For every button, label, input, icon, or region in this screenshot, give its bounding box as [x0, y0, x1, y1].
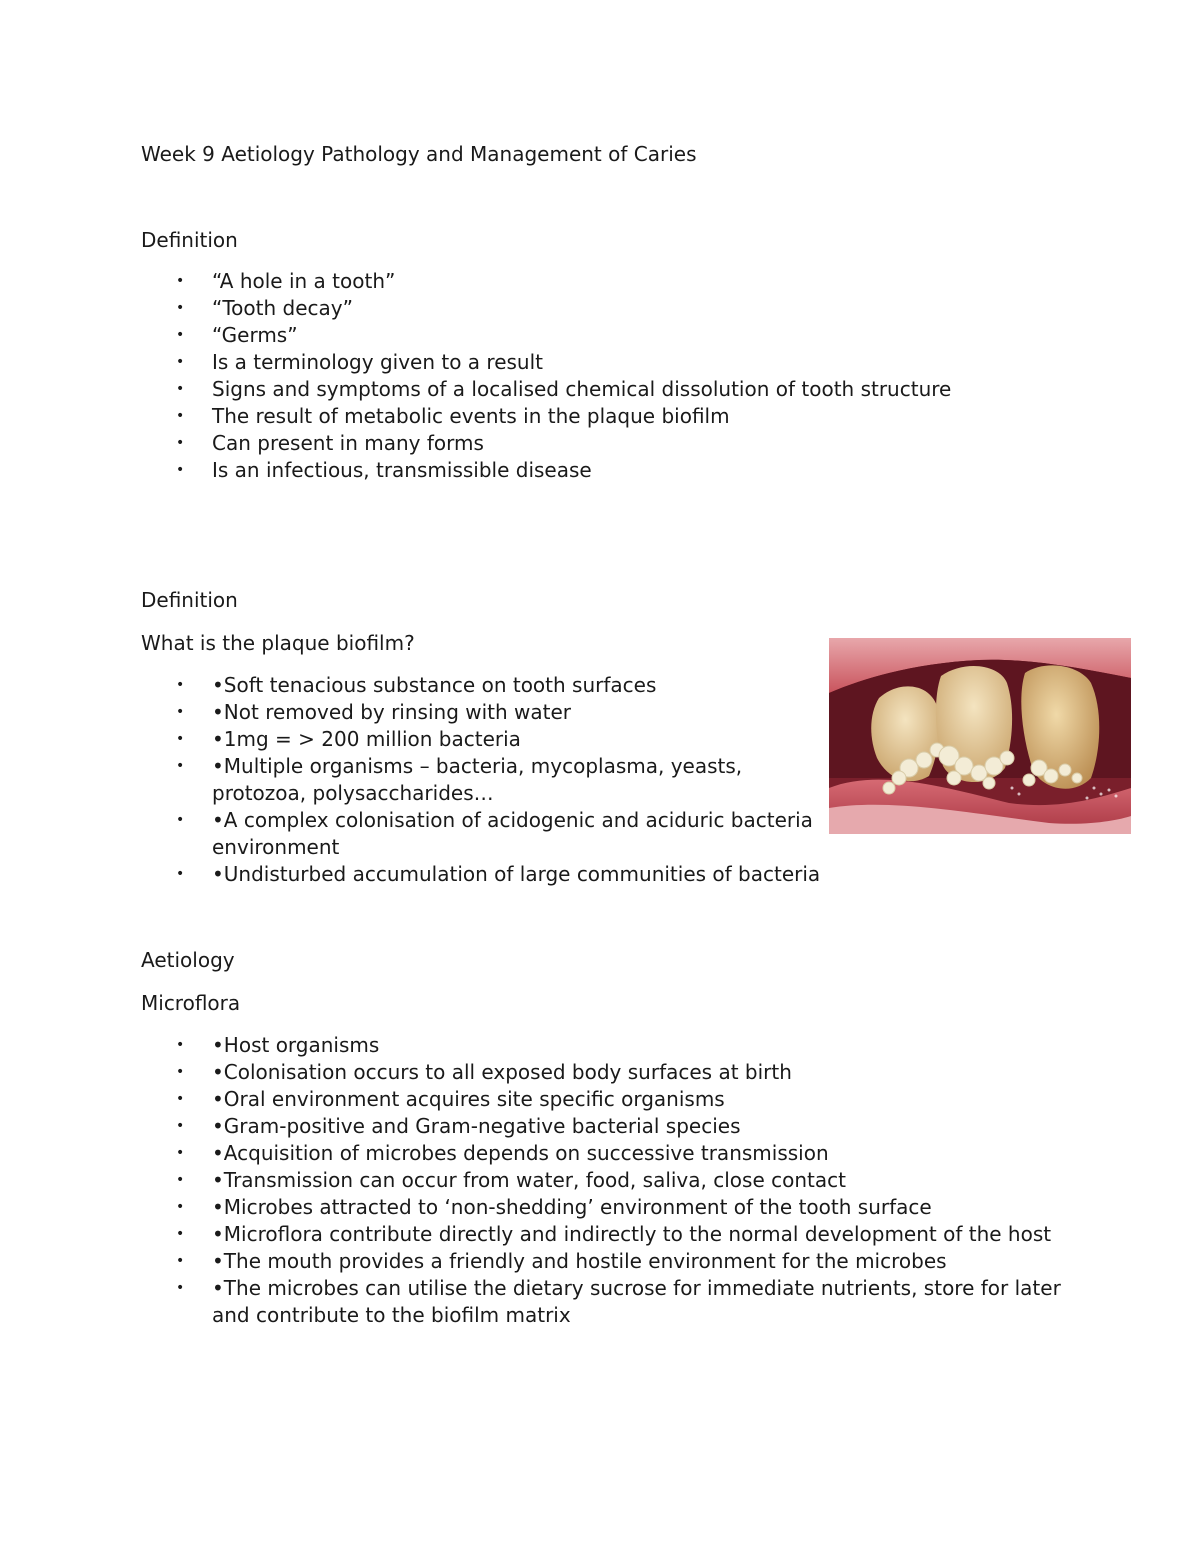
list-item-text: •Microflora contribute directly and indirectly to the normal development of the host	[212, 1222, 1052, 1246]
bullet-marker: •	[176, 1037, 185, 1053]
list-item-text: “Germs”	[212, 323, 298, 347]
section-subheading-plaque-biofilm: What is the plaque biofilm?	[141, 631, 415, 655]
list-item-text: The result of metabolic events in the plaque biofilm	[212, 404, 730, 428]
section-heading-definition-2: Definition	[141, 588, 238, 612]
list-item	[141, 1140, 1061, 1167]
list-item	[141, 1032, 1061, 1059]
bullet-marker: •	[176, 1118, 185, 1134]
definition-bullet-list	[141, 268, 1041, 484]
list-item	[141, 861, 821, 888]
bullet-marker: •	[176, 1145, 185, 1161]
list-item	[141, 1167, 1061, 1194]
list-item-text: •Not removed by rinsing with water	[212, 700, 572, 724]
bullet-marker: •	[176, 731, 185, 747]
bullet-marker: •	[176, 812, 185, 828]
bullet-marker: •	[176, 1172, 185, 1188]
list-item	[141, 430, 1041, 457]
list-item-text: •Host organisms	[212, 1033, 380, 1057]
bullet-marker: •	[176, 1280, 185, 1296]
section-subheading-microflora: Microflora	[141, 991, 241, 1015]
list-item	[141, 1113, 1061, 1140]
bullet-marker: •	[176, 1064, 185, 1080]
bullet-marker: •	[176, 273, 185, 289]
list-item-text: Is a terminology given to a result	[212, 350, 543, 374]
list-item-text: “A hole in a tooth”	[212, 269, 396, 293]
list-item-text: •Multiple organisms – bacteria, mycoplasma, yeasts, protozoa, polysaccharides…	[212, 754, 743, 805]
bullet-marker: •	[176, 435, 185, 451]
list-item-text: •Transmission can occur from water, food, saliva, close contact	[212, 1168, 846, 1192]
section-heading-definition: Definition	[141, 228, 238, 252]
bullet-marker: •	[176, 1199, 185, 1215]
list-item-text: “Tooth decay”	[212, 296, 353, 320]
bullet-marker: •	[176, 300, 185, 316]
list-item	[141, 753, 821, 807]
list-item-text: •1mg = > 200 million bacteria	[212, 727, 521, 751]
list-item	[141, 699, 821, 726]
bullet-marker: •	[176, 354, 185, 370]
list-item-text: •The microbes can utilise the dietary sucrose for immediate nutrients, store for later and contribute to the biofilm matrix	[212, 1276, 1061, 1327]
bullet-marker: •	[176, 758, 185, 774]
list-item-text: •Soft tenacious substance on tooth surfaces	[212, 673, 657, 697]
bullet-marker: •	[176, 408, 185, 424]
list-item-text: •Microbes attracted to ‘non-shedding’ environment of the tooth surface	[212, 1195, 932, 1219]
list-item	[141, 672, 821, 699]
list-item	[141, 807, 821, 861]
list-item	[141, 349, 1041, 376]
list-item-text: •Gram-positive and Gram-negative bacterial species	[212, 1114, 741, 1138]
biofilm-bullet-list	[141, 672, 821, 888]
list-item	[141, 1059, 1061, 1086]
bullet-marker: •	[176, 1253, 185, 1269]
list-item-text: •Undisturbed accumulation of large communities of bacteria	[212, 862, 821, 886]
bullet-marker: •	[176, 381, 185, 397]
list-item	[141, 376, 1041, 403]
list-item-text: •Oral environment acquires site specific organisms	[212, 1087, 725, 1111]
plaque-teeth-photo	[829, 638, 1131, 834]
list-item	[141, 726, 821, 753]
section-heading-aetiology: Aetiology	[141, 948, 235, 972]
list-item	[141, 457, 1041, 484]
bullet-marker: •	[176, 462, 185, 478]
list-item	[141, 1275, 1061, 1329]
list-item-text: •The mouth provides a friendly and hostile environment for the microbes	[212, 1249, 947, 1273]
bullet-marker: •	[176, 1226, 185, 1242]
list-item	[141, 1194, 1061, 1221]
bullet-marker: •	[176, 677, 185, 693]
list-item	[141, 1221, 1061, 1248]
bullet-marker: •	[176, 866, 185, 882]
list-item-text: Is an infectious, transmissible disease	[212, 458, 592, 482]
list-item-text: •Colonisation occurs to all exposed body surfaces at birth	[212, 1060, 792, 1084]
bullet-marker: •	[176, 704, 185, 720]
list-item	[141, 1086, 1061, 1113]
list-item	[141, 268, 1041, 295]
list-item-text: Signs and symptoms of a localised chemical dissolution of tooth structure	[212, 377, 952, 401]
list-item-text: •Acquisition of microbes depends on successive transmission	[212, 1141, 829, 1165]
bullet-marker: •	[176, 327, 185, 343]
list-item	[141, 1248, 1061, 1275]
list-item-text: •A complex colonisation of acidogenic and aciduric bacteria environment	[212, 808, 813, 859]
list-item	[141, 322, 1041, 349]
microflora-bullet-list	[141, 1032, 1061, 1329]
document-title: Week 9 Aetiology Pathology and Management of Caries	[141, 142, 697, 166]
list-item-text: Can present in many forms	[212, 431, 484, 455]
list-item	[141, 403, 1041, 430]
list-item	[141, 295, 1041, 322]
bullet-marker: •	[176, 1091, 185, 1107]
